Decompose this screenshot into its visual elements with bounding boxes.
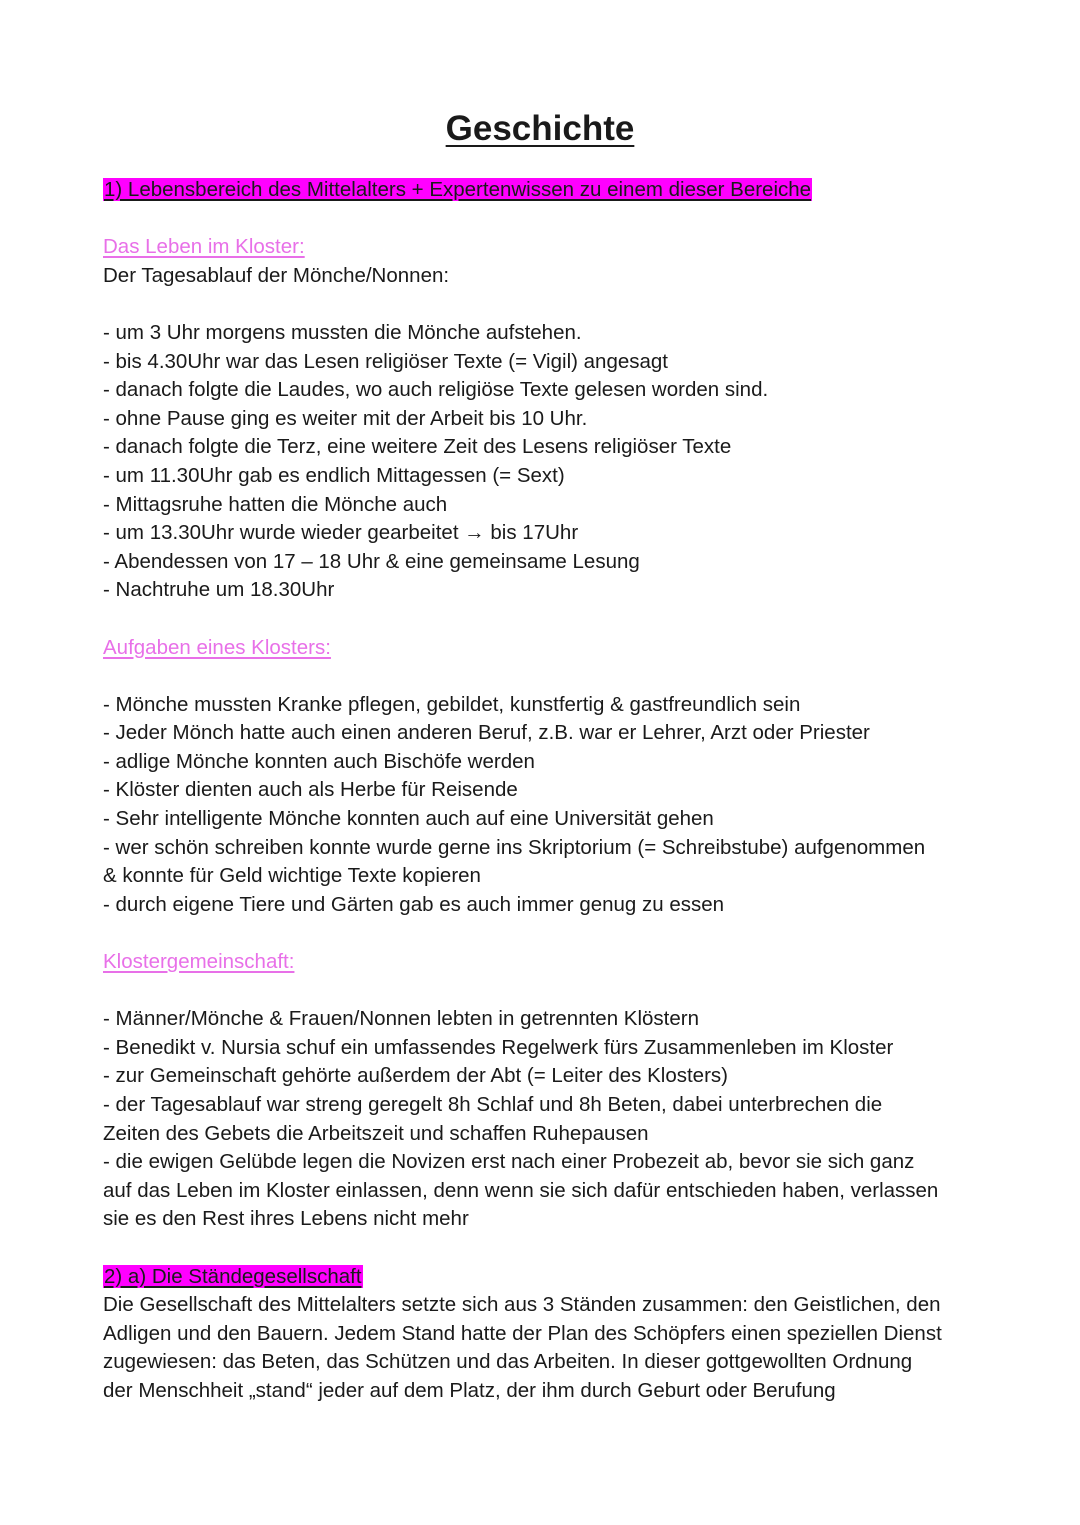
staendegesellschaft-paragraph — [103, 1291, 983, 1405]
page-title: Geschichte — [445, 109, 635, 148]
list-item: sie es den Rest ihres Lebens nicht mehr — [103, 1207, 469, 1231]
kloster-subheading-line — [103, 233, 983, 262]
paragraph-line: zugewiesen: das Beten, das Schützen und das Arbeiten. In dieser gottgewollten Ordnung — [103, 1350, 913, 1374]
list-item: - Jeder Mönch hatte auch einen anderen Beruf, z.B. war er Lehrer, Arzt oder Priester — [103, 721, 870, 745]
list-item: - Männer/Mönche & Frauen/Nonnen lebten in getrennten Klöstern — [103, 1007, 700, 1031]
spacer — [103, 977, 983, 1006]
list-item: auf das Leben im Kloster einlassen, denn wenn sie sich dafür entschieden haben, verlassen — [103, 1178, 939, 1202]
aufgaben-subheading-line — [103, 634, 983, 663]
spacer — [103, 662, 983, 691]
section-1-heading: 1) Lebensbereich des Mittelalters + Expertenwissen zu einem dieser Bereiche — [104, 178, 812, 201]
spacer — [103, 605, 983, 634]
kloster-subheading: Das Leben im Kloster: — [103, 235, 305, 259]
list-item: - die ewigen Gelübde legen die Novizen erst nach einer Probezeit ab, bevor sie sich ganz — [103, 1150, 915, 1174]
list-item: - um 11.30Uhr gab es endlich Mittagessen (= Sext) — [103, 463, 565, 487]
list-item: - Mittagsruhe hatten die Mönche auch — [103, 492, 448, 516]
list-item: - adlige Mönche konnten auch Bischöfe werden — [103, 749, 535, 773]
list-item: - Klöster dienten auch als Herbe für Reisende — [103, 778, 518, 802]
list-item: - um 13.30Uhr wurde wieder gearbeitet → bis 17Uhr — [103, 521, 579, 545]
gemeinschaft-list — [103, 1005, 983, 1234]
list-item: - Mönche mussten Kranke pflegen, gebildet, kunstfertig & gastfreundlich sein — [103, 692, 801, 716]
aufgaben-list — [103, 691, 983, 920]
section-2-heading: 2) a) Die Ständegesellschaft — [104, 1264, 362, 1288]
spacer — [103, 290, 983, 319]
paragraph-line: Adligen und den Bauern. Jedem Stand hatte der Plan des Schöpfers einen speziellen Dienst — [103, 1321, 942, 1345]
spacer — [103, 205, 983, 234]
gemeinschaft-subheading: Klostergemeinschaft: — [103, 950, 295, 974]
tagesablauf-list — [103, 319, 983, 605]
list-item: - ohne Pause ging es weiter mit der Arbeit bis 10 Uhr. — [103, 406, 588, 430]
list-item: - danach folgte die Laudes, wo auch religiöse Texte gelesen worden sind. — [103, 378, 769, 402]
list-item: - der Tagesablauf war streng geregelt 8h Schlaf und 8h Beten, dabei unterbrechen die — [103, 1093, 883, 1116]
paragraph-line: der Menschheit „stand“ jeder auf dem Platz, der ihm durch Geburt oder Berufung — [103, 1378, 836, 1402]
spacer — [103, 1234, 983, 1263]
list-item: - danach folgte die Terz, eine weitere Zeit des Lesens religiöser Texte — [103, 435, 732, 459]
list-item: & konnte für Geld wichtige Texte kopieren — [103, 864, 481, 888]
list-item: - Nachtruhe um 18.30Uhr — [103, 578, 335, 602]
list-item: - Abendessen von 17 – 18 Uhr & eine gemeinsame Lesung — [103, 549, 640, 573]
tagesablauf-intro: Der Tagesablauf der Mönche/Nonnen: — [103, 263, 450, 287]
list-item: - Sehr intelligente Mönche konnten auch auf eine Universität gehen — [103, 807, 714, 831]
aufgaben-subheading: Aufgaben eines Klosters: — [103, 635, 331, 659]
list-item: - zur Gemeinschaft gehörte außerdem der Abt (= Leiter des Klosters) — [103, 1064, 728, 1088]
section-1-heading-line — [103, 176, 983, 205]
list-item: - Benedikt v. Nursia schuf ein umfassendes Regelwerk fürs Zusammenleben im Kloster — [103, 1035, 894, 1059]
spacer — [103, 919, 983, 948]
list-item: - um 3 Uhr morgens mussten die Mönche aufstehen. — [103, 320, 582, 344]
list-item: - durch eigene Tiere und Gärten gab es auch immer genug zu essen — [103, 892, 725, 916]
gemeinschaft-subheading-line — [103, 948, 983, 977]
list-item: - bis 4.30Uhr war das Lesen religiöser Texte (= Vigil) angesagt — [103, 349, 669, 373]
list-item: - wer schön schreiben konnte wurde gerne ins Skriptorium (= Schreibstube) aufgenommen — [103, 835, 926, 859]
section-2-heading-line — [103, 1263, 983, 1292]
document-body — [103, 176, 983, 1406]
paragraph-line: Die Gesellschaft des Mittelalters setzte sich aus 3 Ständen zusammen: den Geistlichen, den — [103, 1293, 941, 1317]
list-item: Zeiten des Gebets die Arbeitszeit und schaffen Ruhepausen — [103, 1121, 649, 1145]
